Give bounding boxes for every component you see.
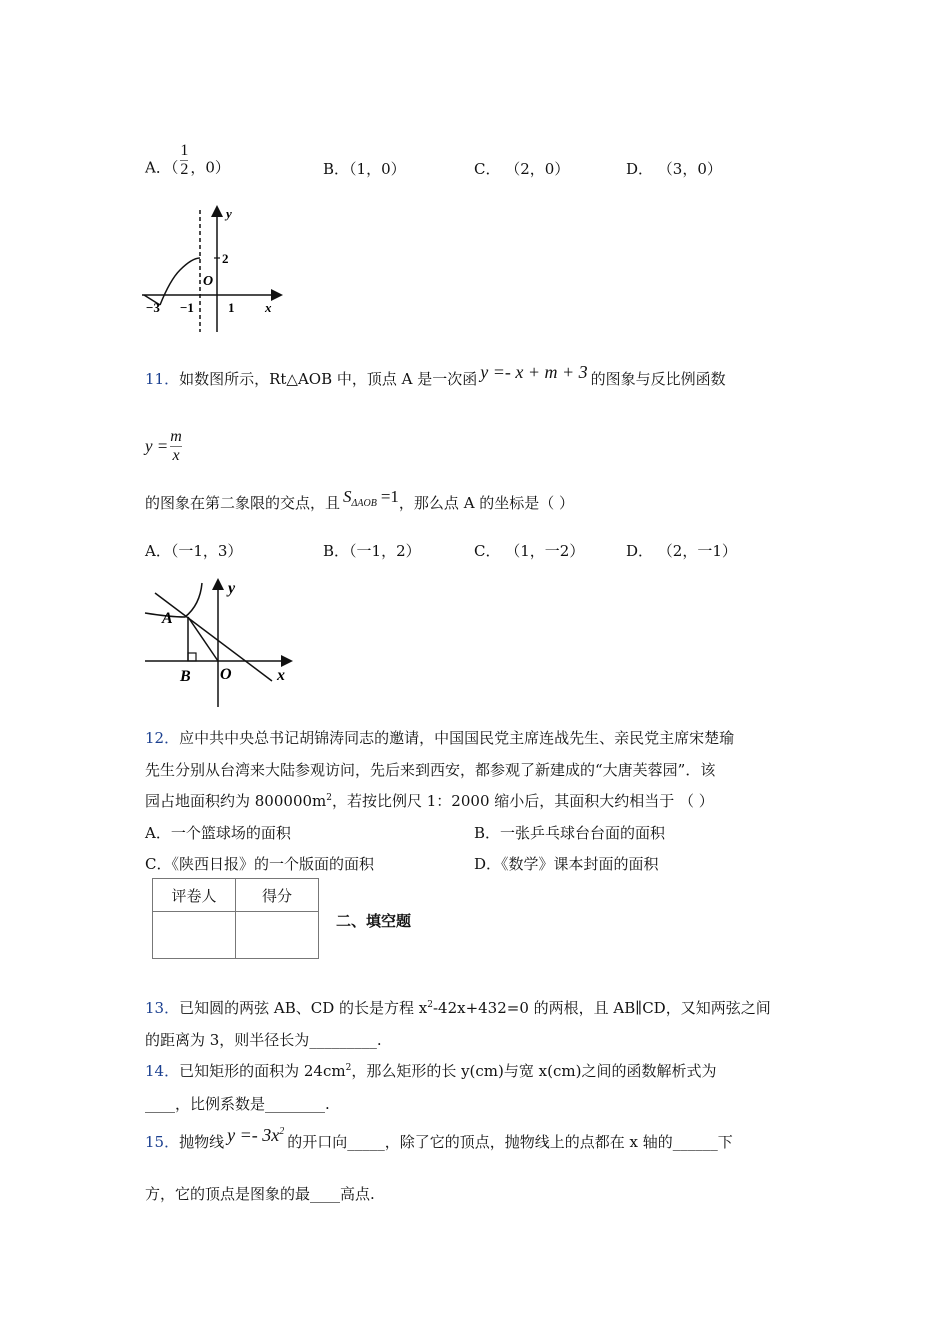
q10-option-c: C． （2，0） xyxy=(474,160,570,178)
q10-option-d: D． （3，0） xyxy=(626,160,722,178)
fraction: $\frac{1}{2}$ xyxy=(180,142,189,178)
question-number: 11． xyxy=(145,370,180,388)
question-number: 15． xyxy=(145,1133,180,1151)
origin-label: O xyxy=(203,274,214,289)
tick-1: 1 xyxy=(228,300,235,315)
segment-ao xyxy=(188,617,218,661)
q15-line2: 方，它的顶点是图象的最____高点. xyxy=(145,1185,375,1203)
linear-line xyxy=(155,593,272,681)
point-b-label: B xyxy=(180,668,191,685)
curve xyxy=(160,258,200,305)
question-number: 12． xyxy=(145,729,180,747)
origin-label: O xyxy=(220,666,232,683)
section-title: 二、填空题 xyxy=(336,912,412,930)
x-label: x xyxy=(277,667,285,684)
q11-line1: 11．如数图所示，Rt△AOB 中，顶点 A 是一次函 y =- x + m + 3 的图象与反比例函数 xyxy=(145,362,726,388)
right-angle-mark xyxy=(188,653,196,661)
q14-line1: 14．已知矩形的面积为 $24cm^2$，那么矩形的长 y(cm)与宽 x(cm)之间的函数解析式为 xyxy=(145,1062,717,1080)
q12-option-d: D．《数学》课本封面的面积 xyxy=(474,855,659,873)
q11-option-d: D． （2，一1） xyxy=(626,542,737,560)
q11-inverse-function: y = $\frac{m}{x}$ xyxy=(145,428,182,464)
grading-table xyxy=(152,878,319,959)
q10-option-b: B．（1，0） xyxy=(323,160,406,178)
q10-graph xyxy=(140,200,290,335)
grader-cell[interactable] xyxy=(153,912,236,959)
q12-line2: 先生分别从台湾来大陆参观访问，先后来到西安，都参观了新建成的“大唐芙蓉园”．该 xyxy=(145,761,716,779)
q11-option-b: B．（一1，2） xyxy=(323,542,421,560)
q13-line1: 13．已知圆的两弦 AB、CD 的长是方程 $x^2-42x+432=0$ 的两根，且 AB∥CD，又知两弦之间 xyxy=(145,999,771,1017)
q12-option-a: A．一个篮球场的面积 xyxy=(145,824,291,842)
grader-header: 评卷人 xyxy=(153,879,236,912)
parabola-equation: $y =- 3x^2$ xyxy=(227,1125,285,1145)
hyperbola-curve xyxy=(145,583,202,617)
q11-line2: 的图象在第二象限的交点，且 SΔAOB =1，那么点 A 的坐标是（ ） xyxy=(145,487,575,512)
point-a-label: A xyxy=(162,610,173,627)
q12-line1: 12．应中共中央总书记胡锦涛同志的邀请，中国国民党主席连战先生、亲民党主席宋楚瑜 xyxy=(145,729,735,747)
linear-equation: y =- x + m + 3 xyxy=(480,362,588,382)
q11-option-c: C． （1，一2） xyxy=(474,542,585,560)
tick-neg1: −1 xyxy=(180,300,194,315)
score-cell[interactable] xyxy=(236,912,319,959)
q12-option-c: C．《陕西日报》的一个版面的面积 xyxy=(145,855,374,873)
q12-line3: 园占地面积约为 $800000m^2$，若按比例尺 1：2000 缩小后，其面积大约相当于 （ ） xyxy=(145,792,714,810)
q13-line2: 的距离为 3，则半径长为_________. xyxy=(145,1031,382,1049)
q12-option-b: B．一张乒乓球台台面的面积 xyxy=(474,824,666,842)
q15-line1: 15．抛物线 $y =- 3x^2$的开口向_____，除了它的顶点，抛物线上的点都在 x 轴的______下 xyxy=(145,1125,733,1151)
tick-neg3: −3 xyxy=(146,300,160,315)
q11-option-a: A．（一1，3） xyxy=(145,542,243,560)
y-label: y xyxy=(228,580,236,597)
q10-option-a: A．（ $\frac{1}{2}$ ，0） xyxy=(145,142,230,178)
tick-2: 2 xyxy=(222,251,229,266)
q14-line2: ____，比例系数是________. xyxy=(145,1095,330,1113)
y-label: y xyxy=(226,206,232,221)
q11-graph xyxy=(140,575,300,710)
question-number: 14． xyxy=(145,1062,180,1080)
score-header: 得分 xyxy=(236,879,319,912)
question-number: 13． xyxy=(145,999,180,1017)
x-label: x xyxy=(265,300,272,315)
